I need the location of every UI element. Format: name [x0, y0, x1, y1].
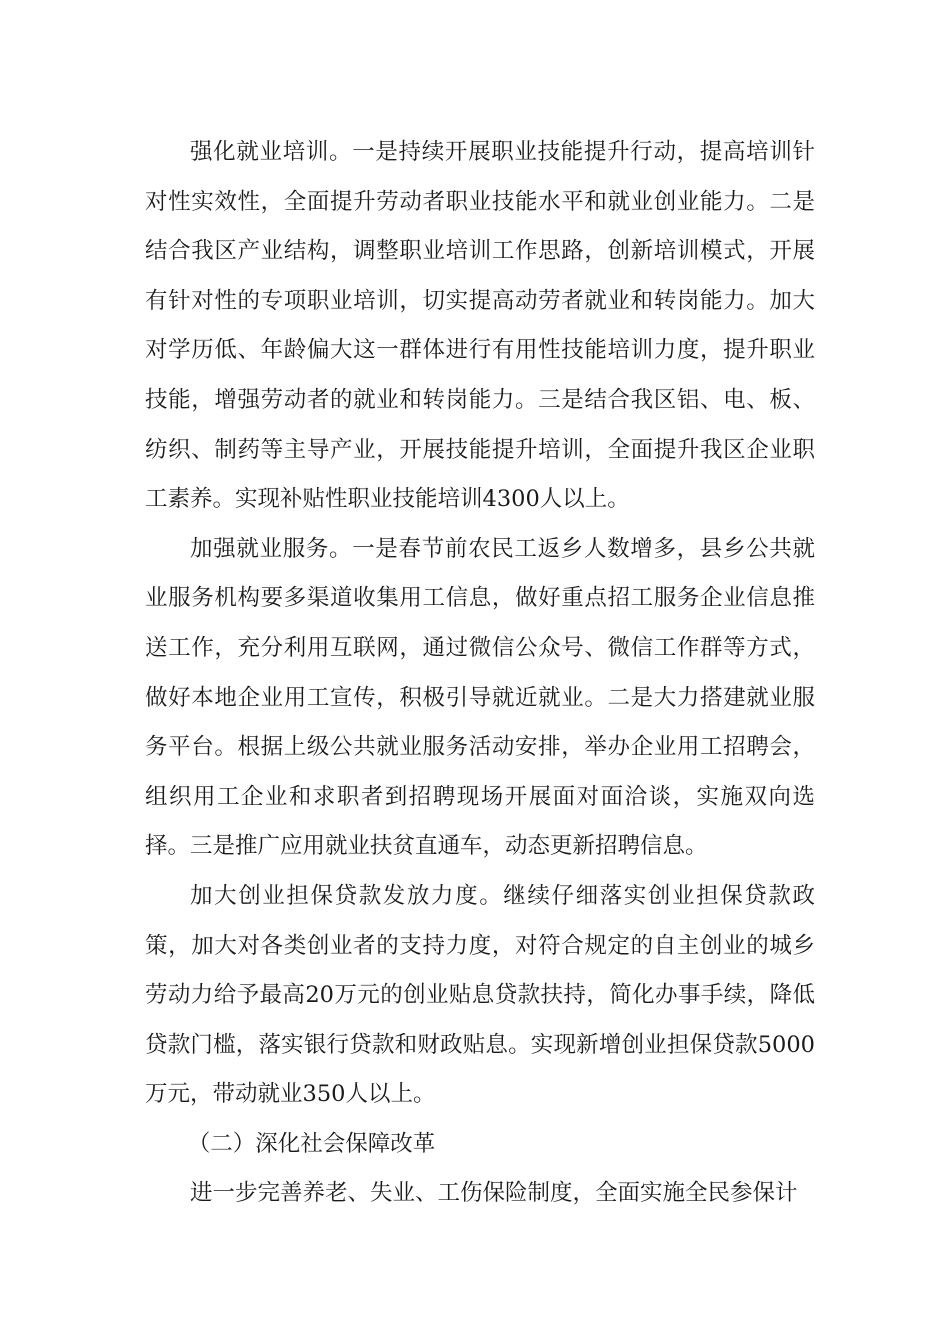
paragraph-employment-training: 强化就业培训。一是持续开展职业技能提升行动，提高培训针对性实效性，全面提升劳动者职业技能水平和就业创业能力。二是结合我区产业结构，调整职业培训工作思路，创新培训模式，开展有针对性的专项职业培训，切实提高动劳者就业和转岗能力。加大对学历低、年龄偏大这一群体进行有用性技能培训力度，提升职业技能，增强劳动者的就业和转岗能力。三是结合我区铝、电、板、纺织、制药等主导产业，开展技能提升培训，全面提升我区企业职工素养。实现补贴性职业技能培训4300人以上。: [145, 139, 815, 513]
paragraph-insurance-system: 进一步完善养老、失业、工伤保险制度，全面实施全民参保计: [190, 1180, 798, 1207]
paragraph-employment-services: 加强就业服务。一是春节前农民工返乡人数增多，县乡公共就业服务机构要多渠道收集用工信息，做好重点招工服务企业信息推送工作，充分利用互联网，通过微信公众号、微信工作群等方式，做好本地企业用工宣传，积极引导就近就业。二是大力搭建就业服务平台。根据上级公共就业服务活动安排，举办企业用工招聘会，组织用工企业和求职者到招聘现场开展面对面洽谈，实施双向选择。三是推广应用就业扶贫直通车，动态更新招聘信息。: [145, 535, 815, 860]
section-heading: （二）深化社会保障改革: [187, 1130, 436, 1157]
paragraph-startup-loans: 加大创业担保贷款发放力度。继续仔细落实创业担保贷款政策，加大对各类创业者的支持力度，对符合规定的自主创业的城乡劳动力给予最高20万元的创业贴息贷款扶持，简化办事手续，降低贷款门槛，落实银行贷款和财政贴息。实现新增创业担保贷款5000万元，带动就业350人以上。: [145, 882, 815, 1108]
document-body: [145, 128, 815, 1219]
